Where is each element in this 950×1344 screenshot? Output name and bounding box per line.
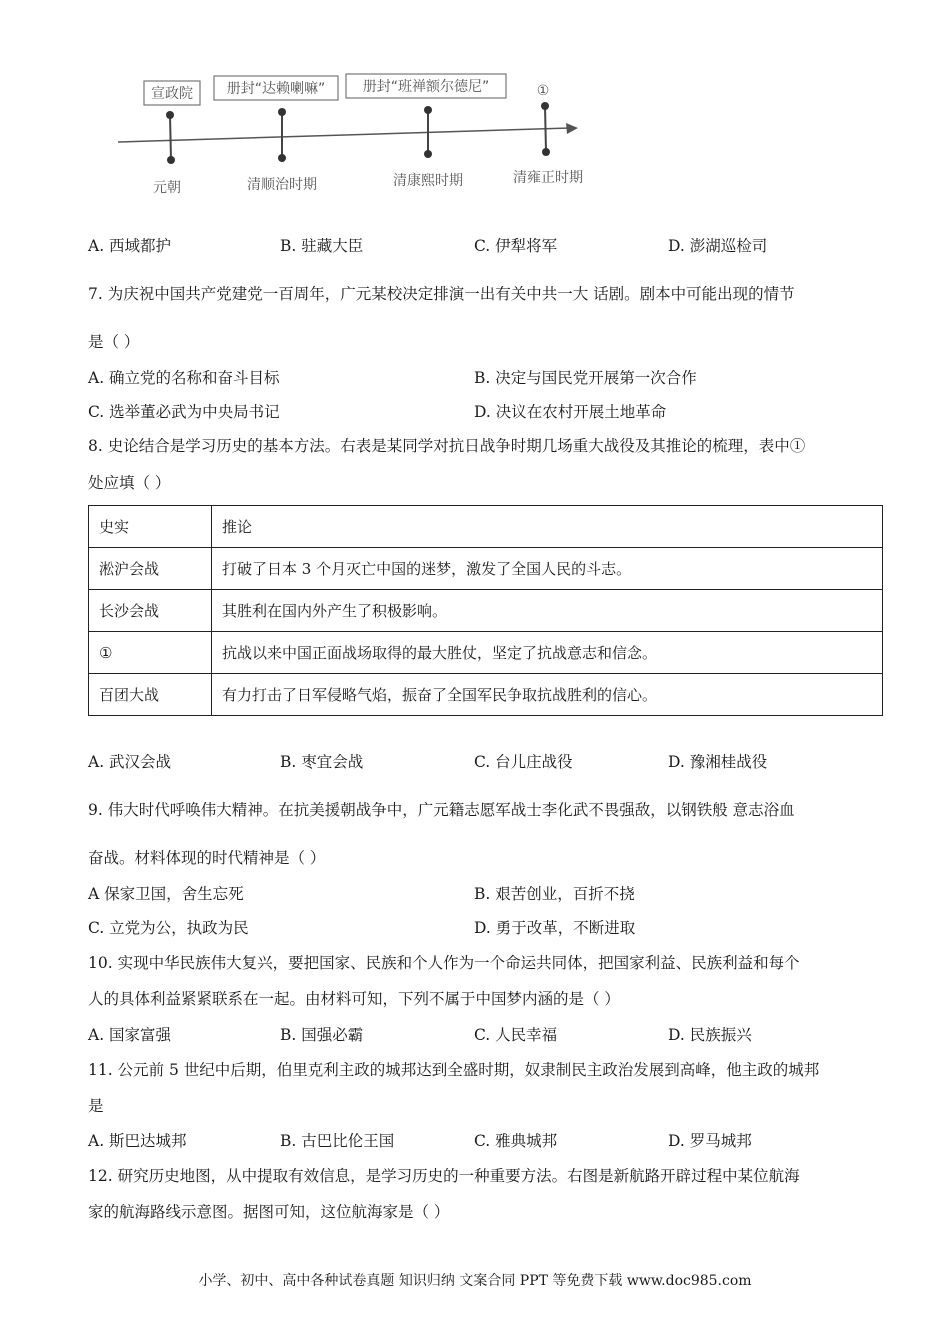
q8-stem-line1: 8. 史论结合是学习历史的基本方法。右表是某同学对抗日战争时期几场重大战役及其推论的梳理，表中① [88, 437, 806, 455]
table-row [89, 632, 883, 674]
q9-option-c[interactable]: C. 立党为公，执政为民 [88, 919, 249, 937]
table-cell: ① [89, 632, 212, 674]
q12-stem-line1: 12. 研究历史地图，从中提取有效信息，是学习历史的一种重要方法。右图是新航路开辟过程中某位航海 [88, 1167, 800, 1185]
q6-option-d[interactable]: D. 澎湖巡检司 [668, 237, 768, 255]
q9-option-a[interactable]: A 保家卫国，舍生忘死 [88, 885, 244, 903]
q11-option-d[interactable]: D. 罗马城邦 [668, 1132, 752, 1150]
q8-option-a[interactable]: A. 武汉会战 [88, 753, 172, 771]
table-header-fact: 史实 [89, 506, 212, 548]
q10-option-b[interactable]: B. 国强必霸 [280, 1026, 364, 1044]
q10-option-a[interactable]: A. 国家富强 [88, 1026, 172, 1044]
q9-option-d[interactable]: D. 勇于改革，不断进取 [474, 919, 636, 937]
q8-option-d[interactable]: D. 豫湘桂战役 [668, 753, 768, 771]
table-cell: 抗战以来中国正面战场取得的最大胜仗，坚定了抗战意志和信念。 [212, 632, 883, 674]
q11-option-a[interactable]: A. 斯巴达城邦 [88, 1132, 187, 1150]
q7-stem-line1: 7. 为庆祝中国共产党建党一百周年，广元某校决定排演一出有关中共一大 话剧。剧本中可能出现的情节 [88, 285, 795, 303]
table-row [89, 506, 883, 548]
q10-stem-line1: 10. 实现中华民族伟大复兴，要把国家、民族和个人作为一个命运共同体，把国家利益、民族利益和每个 [88, 954, 800, 972]
q7-option-a[interactable]: A. 确立党的名称和奋斗目标 [88, 369, 280, 387]
page-footer[interactable]: 小学、初中、高中各种试卷真题 知识归纳 文案合同 PPT 等免费下载 www.doc985.com [198, 1273, 752, 1289]
q10-option-d[interactable]: D. 民族振兴 [668, 1026, 752, 1044]
timeline-box-label-4: ① [536, 83, 550, 99]
q9-stem-line2: 奋战。材料体现的时代精神是（ ） [88, 849, 326, 867]
q10-stem-line2: 人的具体利益紧紧联系在一起。由材料可知，下列不属于中国梦内涵的是（ ） [88, 990, 620, 1008]
table-cell: 打破了日本 3 个月灭亡中国的迷梦，激发了全国人民的斗志。 [212, 548, 883, 590]
q6-option-c[interactable]: C. 伊犁将军 [474, 237, 558, 255]
q7-option-b[interactable]: B. 决定与国民党开展第一次合作 [474, 369, 697, 387]
table-cell: 长沙会战 [89, 590, 212, 632]
table-header-inference: 推论 [212, 506, 883, 548]
table-row [89, 674, 883, 716]
timeline-period-3: 清康熙时期 [393, 173, 463, 189]
q9-option-b[interactable]: B. 艰苦创业，百折不挠 [474, 885, 635, 903]
q7-stem-line2: 是（ ） [88, 333, 140, 351]
q8-option-c[interactable]: C. 台儿庄战役 [474, 753, 573, 771]
table-cell: 百团大战 [89, 674, 212, 716]
table-cell: 有力打击了日军侵略气焰，振奋了全国军民争取抗战胜利的信心。 [212, 674, 883, 716]
table-cell: 淞沪会战 [89, 548, 212, 590]
q6-option-a[interactable]: A. 西域都护 [88, 237, 172, 255]
q7-option-c[interactable]: C. 选举董必武为中央局书记 [88, 403, 280, 421]
q11-stem-line1: 11. 公元前 5 世纪中后期，伯里克利主政的城邦达到全盛时期，奴隶制民主政治发展到高峰，他主政的城邦 [88, 1061, 820, 1079]
q8-stem-line2: 处应填（ ） [88, 474, 171, 492]
q8-option-b[interactable]: B. 枣宜会战 [280, 753, 364, 771]
timeline-arrow [566, 123, 578, 134]
table-row [89, 590, 883, 632]
table-row [89, 548, 883, 590]
timeline-period-4: 清雍正时期 [513, 170, 583, 186]
q11-option-b[interactable]: B. 古巴比伦王国 [280, 1132, 395, 1150]
timeline-period-2: 清顺治时期 [247, 177, 317, 193]
q10-option-c[interactable]: C. 人民幸福 [474, 1026, 558, 1044]
timeline-axis [118, 128, 570, 142]
q6-option-b[interactable]: B. 驻藏大臣 [280, 237, 364, 255]
timeline-box-label-2: 册封“达赖喇嘛” [226, 81, 326, 97]
q9-stem-line1: 9. 伟大时代呼唤伟大精神。在抗美援朝战争中，广元籍志愿军战士李化武不畏强敌，以钢铁般 意志浴血 [88, 801, 795, 819]
q7-option-d[interactable]: D. 决议在农村开展土地革命 [474, 403, 667, 421]
table-cell: 其胜利在国内外产生了积极影响。 [212, 590, 883, 632]
q8-history-table [88, 505, 883, 716]
timeline-box-label-3: 册封“班禅额尔德尼” [362, 79, 490, 95]
timeline-period-1: 元朝 [153, 180, 181, 196]
timeline-figure [100, 60, 600, 200]
q12-stem-line2: 家的航海路线示意图。据图可知，这位航海家是（ ） [88, 1203, 450, 1221]
q11-option-c[interactable]: C. 雅典城邦 [474, 1132, 558, 1150]
q11-stem-line2: 是 [88, 1097, 104, 1115]
timeline-box-label-1: 宣政院 [151, 86, 193, 102]
